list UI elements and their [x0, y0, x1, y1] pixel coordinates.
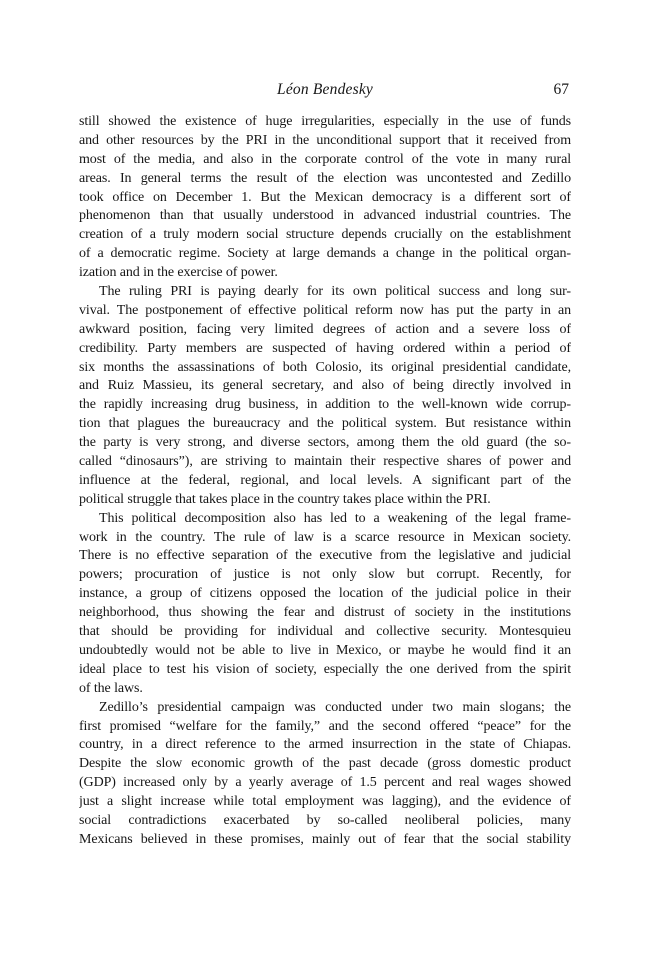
text-line: and Ruiz Massieu, its general secretary, and also of being directly involved in — [79, 378, 571, 394]
text-line: still showed the existence of huge irregularities, especially in the use of funds — [79, 114, 571, 129]
page-body-text — [79, 113, 571, 850]
text-line: There is no effective separation of the executive from the legislative and judicial — [79, 548, 571, 564]
text-line: work in the country. The rule of law is a scarce resource in Mexican society. — [79, 529, 571, 545]
text-line: Zedillo’s presidential campaign was conducted under two main slogans; the — [99, 699, 571, 715]
running-header-author: Léon Bendesky — [277, 81, 373, 98]
text-line: vival. The postponement of effective political reform now has put the party in an — [79, 302, 571, 318]
text-line: the rapidly increasing drug business, in addition to the well-known wide corrup- — [79, 397, 571, 413]
text-line: ideal place to test his vision of society, especially the one derived from the spirit — [79, 661, 571, 677]
text-line: powers; procuration of justice is not only slow but corrupt. Recently, for — [79, 567, 571, 583]
text-line: tion that plagues the bureaucracy and the political system. But resistance within — [79, 416, 571, 432]
text-line: political struggle that takes place in the country takes place within the PRI. — [79, 491, 491, 507]
text-line: most of the media, and also in the corporate control of the vote in many rural — [79, 151, 571, 167]
text-line: neighborhood, thus showing the fear and distrust of society in the institutions — [79, 605, 571, 621]
text-line: undoubtedly would not be able to live in Mexico, or maybe he would find it an — [79, 642, 571, 658]
text-line: Mexicans believed in these promises, mainly out of fear that the social stability — [79, 831, 571, 847]
text-line: first promised “welfare for the family,” and the second offered “peace” for the — [79, 718, 571, 734]
text-line: phenomenon than that usually understood in advanced industrial countries. The — [79, 208, 571, 224]
text-line: just a slight increase while total employment was lagging), and the evidence of — [79, 794, 571, 810]
text-line: credibility. Party members are suspected of having ordered within a period of — [79, 340, 571, 356]
text-line: and other resources by the PRI in the unconditional support that it received from — [79, 132, 571, 148]
running-header — [79, 80, 571, 100]
text-line: the party is very strong, and diverse sectors, among them the old guard (the so- — [79, 435, 571, 451]
text-line: country, in a direct reference to the armed insurrection in the state of Chiapas. — [79, 737, 571, 753]
text-line: Despite the slow economic growth of the past decade (gross domestic product — [79, 756, 571, 772]
text-line: social contradictions exacerbated by so-called neoliberal policies, many — [79, 812, 571, 828]
text-line: influence at the federal, regional, and local levels. A significant part of the — [79, 472, 571, 488]
page-number: 67 — [553, 81, 569, 98]
text-line: ization and in the exercise of power. — [79, 265, 278, 281]
text-line: The ruling PRI is paying dearly for its own political success and long sur- — [99, 284, 571, 300]
text-line: creation of a truly modern social structure depends crucially on the establishment — [79, 227, 571, 243]
text-line: six months the assassinations of both Colosio, its original presidential candidate, — [79, 359, 571, 375]
text-line: that should be providing for individual and collective security. Montesquieu — [79, 624, 571, 640]
text-line: instance, a group of citizens opposed the location of the judicial police in their — [79, 586, 571, 602]
text-line: awkward position, facing very limited degrees of action and a severe loss of — [79, 321, 571, 337]
text-line: This political decomposition also has led to a weakening of the legal frame- — [99, 510, 571, 526]
text-line: took office on December 1. But the Mexican democracy is a different sort of — [79, 189, 571, 205]
text-line: called “dinosaurs”), are striving to maintain their respective shares of power and — [79, 454, 571, 470]
text-line: areas. In general terms the result of the election was uncontested and Zedillo — [79, 170, 571, 186]
text-line: of the laws. — [79, 680, 143, 696]
text-line: (GDP) increased only by a yearly average of 1.5 percent and real wages showed — [79, 775, 571, 791]
text-line: of a democratic regime. Society at large demands a change in the political organ- — [79, 246, 571, 262]
